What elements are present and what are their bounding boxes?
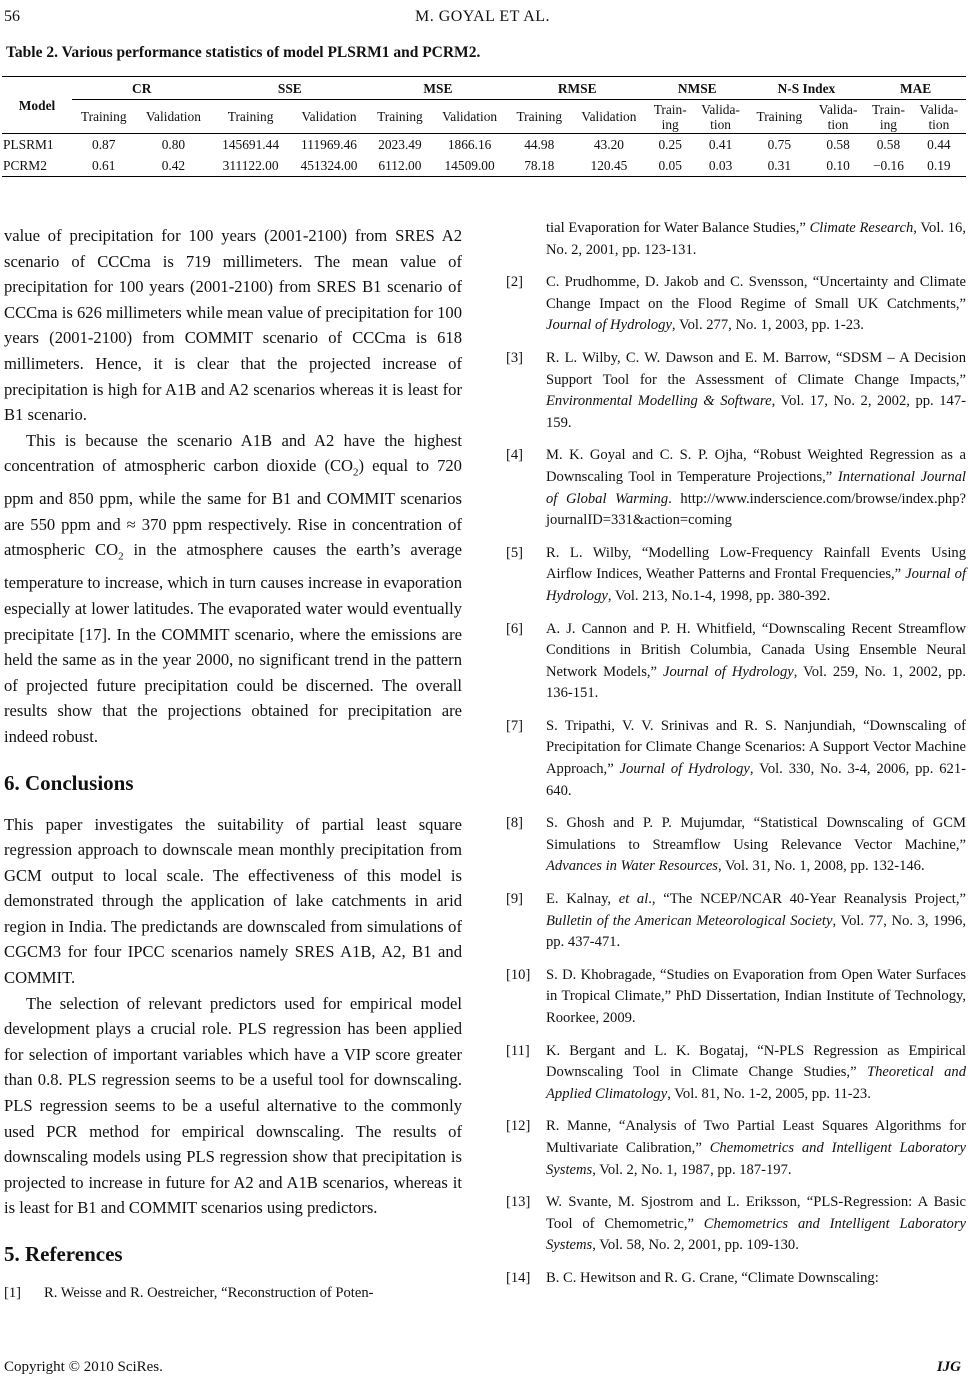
value-cell: 78.18 <box>524 158 555 173</box>
subheader: Valida- tion <box>818 101 858 132</box>
reference-item: [14] B. C. Hewitson and R. G. Crane, “Climate Downscaling: <box>506 1269 879 1286</box>
value-cell: 6112.00 <box>378 158 422 173</box>
reference-item: [12] R. Manne, “Analysis of Two Partial Least Squares Algorithms for Multivariate Calibration,” Chemometrics and Intelligent Laboratory Systems, Vol. 2, No. 1, 1987, pp. 187-197. <box>506 1118 966 1178</box>
value-cell: 0.44 <box>927 137 951 152</box>
value-cell: 1866.16 <box>447 137 492 152</box>
subheader: Valida- tion <box>701 101 740 132</box>
subheader: Valida- tion <box>919 101 959 132</box>
table-row <box>2 155 966 177</box>
reference-item: [11] K. Bergant and L. K. Bogataj, “N-PLS Regression as Empirical Downscaling Tool in Climate Change Studies,” Theoretical and Applied Climatology, Vol. 81, No. 1-2, 2005, pp. 11-23. <box>506 1042 967 1102</box>
subheader: Training <box>80 109 127 124</box>
subheader: Training <box>516 109 563 124</box>
paragraph: This paper investigates the suitability of partial least square regression approach to downscale mean monthly precipitation from GCM output to local scale. The effectiveness of this model is demonstrated through the application of lake catchments in arid region in India. The predictands are downscaled from simulations of CGCM3 for four IPCC scenarios namely SRES A1B, A2, B1 and COMMIT. <box>4 814 462 988</box>
group-header: CR <box>72 77 211 100</box>
value-cell: 311122.00 <box>222 158 279 173</box>
subheader: Validation <box>145 109 201 124</box>
value-cell: 44.98 <box>524 137 555 152</box>
table-row <box>2 134 966 156</box>
reference-item: [3] R. L. Wilby, C. W. Dawson and E. M. Barrow, “SDSM – A Decision Support Tool for the Assessment of Climate Change Impacts,” Environmental Modelling & Software, Vol. 17, No. 2, 2002, pp. 147-159. <box>506 349 966 431</box>
table-caption: Table 2. Various performance statistics of model PLSRM1 and PCRM2. <box>6 44 481 61</box>
group-header: MAE <box>865 77 966 100</box>
value-cell: 0.58 <box>876 137 901 152</box>
reference-item: [10] S. D. Khobragade, “Studies on Evaporation from Open Water Surfaces in Tropical Climate,” PhD Dissertation, Indian Institute of Technology, Roorkee, 2009. <box>506 966 966 1026</box>
running-title: M. GOYAL ET AL. <box>414 8 551 25</box>
value-cell: 0.42 <box>161 158 186 173</box>
group-header: SSE <box>211 77 368 100</box>
subheader: Training <box>227 109 274 124</box>
value-cell: 0.80 <box>161 137 186 152</box>
reference-item: [1] R. Weisse and R. Oestreicher, “Reconstruction of Poten- <box>4 1285 374 1301</box>
value-cell: 0.03 <box>708 158 733 173</box>
reference-item: [4] M. K. Goyal and C. S. P. Ojha, “Robust Weighted Regression as a Downscaling Tool in Temperature Projections,” International Journal of Global Warming. http://www.inderscience.com/browse/index.php?journalID=331&action=coming <box>506 447 966 529</box>
value-cell: 0.19 <box>927 158 951 173</box>
model-cell: PLSRM1 <box>3 137 54 152</box>
page-footer <box>4 1359 961 1376</box>
reference-item: [13] W. Svante, M. Sjostrom and L. Eriksson, “PLS-Regression: A Basic Tool of Chemometric,” Chemometrics and Intelligent Laboratory Systems, Vol. 58, No. 2, 2001, pp. 109-130. <box>506 1194 966 1254</box>
value-cell: 2023.49 <box>378 137 422 152</box>
reference-item: [6] A. J. Cannon and P. H. Whitfield, “Downscaling Recent Streamflow Conditions in British Columbia, Canada Using Ensemble Neural Network Models,” Journal of Hydrology, Vol. 259, No. 1, 2002, pp. 136-151. <box>506 620 966 702</box>
group-header: N-S Index <box>748 77 866 100</box>
performance-table <box>2 76 966 177</box>
reference-item: [5] R. L. Wilby, “Modelling Low-Frequency Rainfall Events Using Airflow Indices, Weather Patterns and Frontal Frequencies,” Journal of Hydrology, Vol. 213, No.1-4, 1998, pp. 380-392. <box>506 544 967 604</box>
value-cell: 0.31 <box>767 158 792 173</box>
right-column <box>506 218 966 1301</box>
left-column <box>4 223 462 1316</box>
value-cell: 0.87 <box>92 137 116 152</box>
subheader: Training <box>756 109 803 124</box>
journal-abbrev: IJG <box>936 1359 961 1375</box>
value-cell: 0.41 <box>708 137 733 152</box>
group-header: NMSE <box>647 77 748 100</box>
value-cell: 145691.44 <box>222 137 280 152</box>
reference-item: [7] S. Tripathi, V. V. Srinivas and R. S. Nanjundiah, “Downscaling of Precipitation for Climate Change Scenarios: A Support Vector Machine Approach,” Journal of Hydrology, Vol. 330, No. 3-4, 2006, pp. 621-640. <box>506 717 966 799</box>
page-header <box>4 8 961 28</box>
value-cell: 0.75 <box>767 137 792 152</box>
value-cell: −0.16 <box>872 158 904 173</box>
group-header: RMSE <box>508 77 647 100</box>
reference-item: [9] E. Kalnay, et al., “The NCEP/NCAR 40-Year Reanalysis Project,” Bulletin of the American Meteorological Society, Vol. 77, No. 3, 1996, pp. 437-471. <box>506 891 966 951</box>
page-number: 56 <box>4 8 20 25</box>
subheader: Training <box>377 109 423 124</box>
value-cell: 0.61 <box>92 158 116 173</box>
subheader: Train- ing <box>871 101 905 132</box>
value-cell: 43.20 <box>593 137 624 152</box>
value-cell: 0.05 <box>658 158 682 173</box>
paragraph: The selection of relevant predictors used for empirical model development plays a crucial role. PLS regression has been applied for selection of important variables which have a VIP score greater than 0.8. PLS regression seems to be a useful tool for downscaling. PLS regression seems to be a useful alternative to the commonly used PCR method for empirical downscaling. The results of downscaling models using PLS regression show that precipitation is projected to increase in future for A2 and A1B scenarios, whereas it is least for B1 and COMMIT scenarios using predictors. <box>4 993 462 1218</box>
copyright: Copyright © 2010 SciRes. <box>4 1359 163 1375</box>
subheader: Validation <box>442 109 498 124</box>
section-heading-references: 5. References <box>4 1242 123 1266</box>
reference-item: [8] S. Ghosh and P. P. Mujumdar, “Statistical Downscaling of GCM Simulations to Streamflow Using Relevance Vector Machine,” Advances in Water Resources, Vol. 31, No. 1, 2008, pp. 132-146. <box>506 815 966 875</box>
reference-item: tial Evaporation for Water Balance Studies,” Climate Research, Vol. 16, No. 2, 2001, pp. 123-131. <box>546 220 966 258</box>
value-cell: 0.10 <box>826 158 850 173</box>
value-cell: 0.25 <box>658 137 682 152</box>
subheader: Validation <box>581 109 637 124</box>
section-heading-conclusions: 6. Conclusions <box>4 770 134 795</box>
value-cell: 451324.00 <box>300 158 358 173</box>
value-cell: 111969.46 <box>301 137 357 152</box>
model-header: Model <box>18 97 56 113</box>
reference-item: [2] C. Prudhomme, D. Jakob and C. Svensson, “Uncertainty and Climate Change Impact on the Flood Regime of Small UK Catchments,” Journal of Hydrology, Vol. 277, No. 1, 2003, pp. 1-23. <box>506 274 966 334</box>
model-cell: PCRM2 <box>3 158 47 173</box>
subheader: Validation <box>301 109 357 124</box>
subheader: Train- ing <box>653 101 687 132</box>
value-cell: 120.45 <box>590 158 628 173</box>
paragraph: value of precipitation for 100 years (2001-2100) from SRES A2 scenario of CCCma is 719 millimeters. The mean value of precipitation for 100 years (2001-2100) from SRES B1 scenario of CCCma is 626 millimeters while mean value of precipitation for 100 years (2001-2100) from COMMIT scenario of CCCma is 618 millimeters. Hence, it is clear that the projected increase of precipitation is high for A1B and A2 scenarios whereas it is least for B1 scenario. <box>4 226 462 425</box>
paragraph: This is because the scenario A1B and A2 have the highest concentration of atmospheric carbon dioxide $(CO_2)$ equal to 720 ppm and 850 ppm, while the same for B1 and COMMIT scenarios are 550 ppm and ≈ 370 ppm respectively. Rise in concentration of atmospheric $CO_2$ in the atmosphere causes the earth’s average temperature to increase, which in turn causes increase in evaporation especially at lower latitudes. The evaporated water would eventually precipitate [17]. In the COMMIT scenario, where the emissions are held the same as in the year 2000, no significant trend in the pattern of projected future precipitation could be discerned. The overall results show that the projections obtained for precipitation are indeed robust. <box>4 430 462 746</box>
value-cell: 0.58 <box>826 137 850 152</box>
group-header: MSE <box>368 77 507 100</box>
value-cell: 14509.00 <box>444 158 495 173</box>
